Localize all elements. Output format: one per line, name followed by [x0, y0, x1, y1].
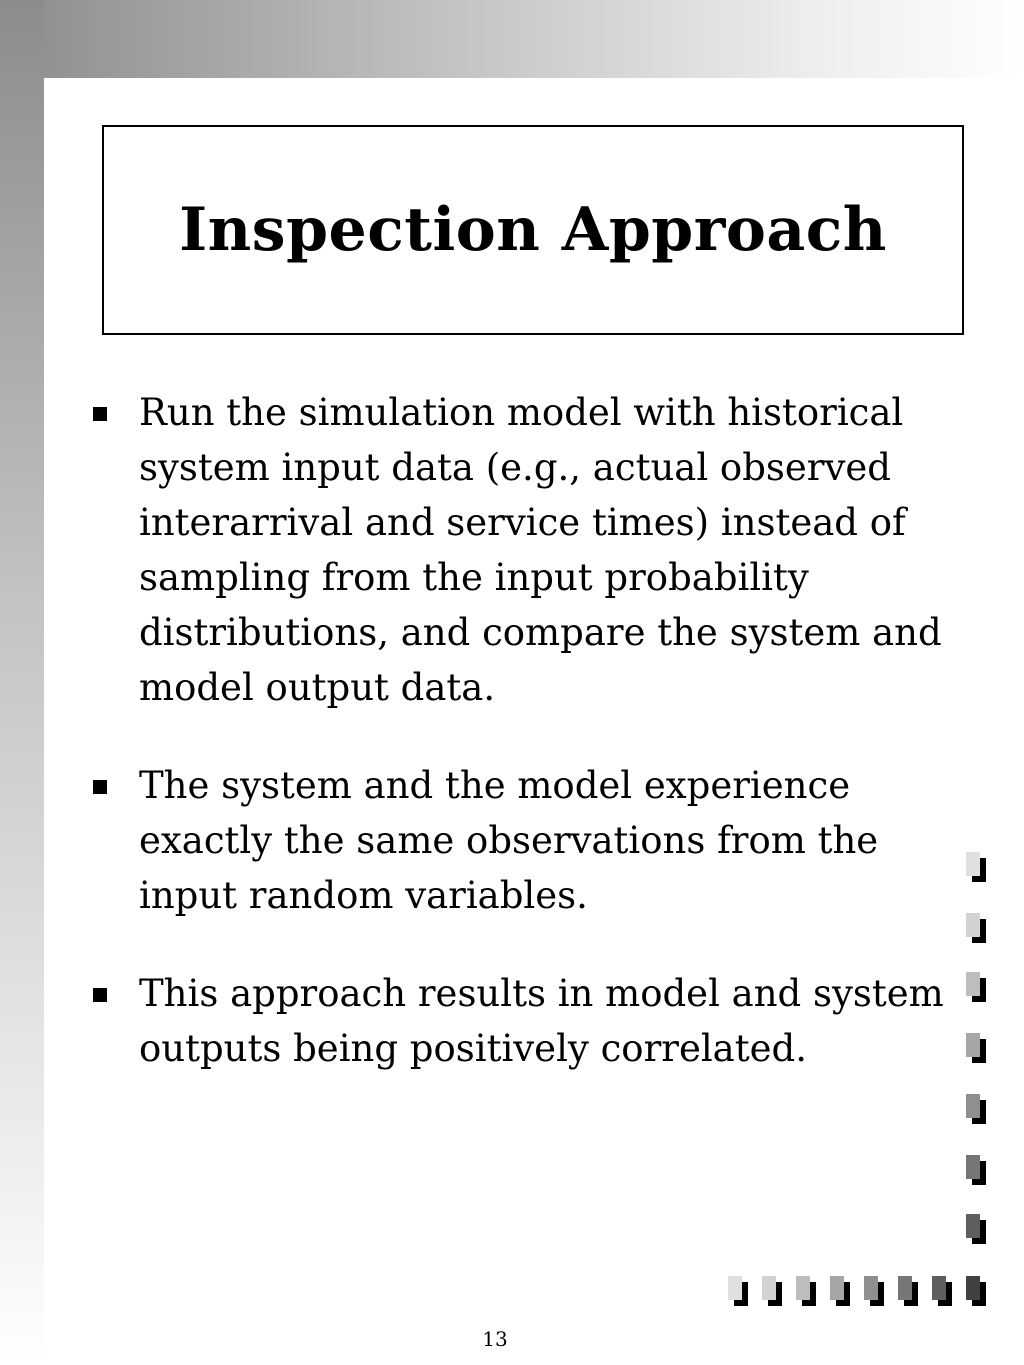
gradient-frame-top [0, 0, 1024, 78]
bullet-item [88, 758, 958, 923]
square-bullet-icon [93, 988, 107, 1002]
gradient-frame-left [0, 0, 44, 1365]
bullet-text: The system and the model experience exactly the same observations from the input random variables. [139, 764, 879, 917]
title-box [102, 125, 964, 335]
slide-title: Inspection Approach [179, 195, 887, 265]
square-bullet-icon [93, 407, 107, 421]
bullet-text: This approach results in model and system outputs being positively correlated. [139, 972, 944, 1070]
bullet-item [88, 966, 958, 1076]
page-number: 13 [482, 1327, 508, 1351]
bullet-list [88, 385, 958, 1076]
bullet-item [88, 385, 958, 715]
square-bullet-icon [93, 780, 107, 794]
bullet-text: Run the simulation model with historical system input data (e.g., actual observed interarrival and service times) instead of sampling from the input probability distributions, and compare the system and model output data. [139, 391, 942, 709]
